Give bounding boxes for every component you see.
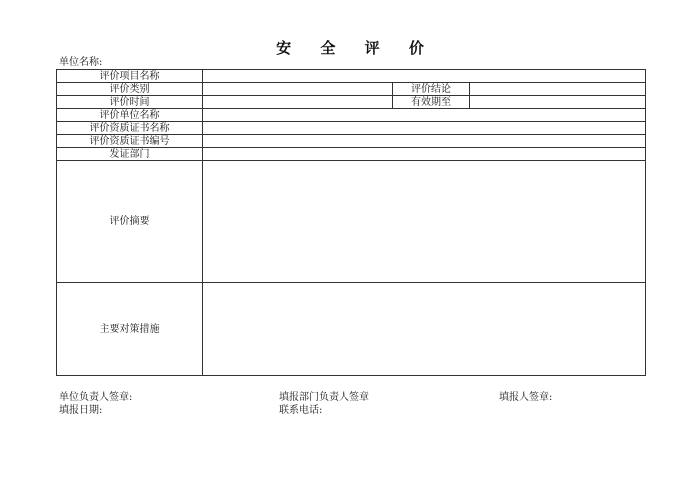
measures-field[interactable] xyxy=(203,283,646,376)
row-measures xyxy=(57,283,646,376)
unit-name-label: 单位名称: xyxy=(59,57,103,68)
cert-no-label: 评价资质证书编号 xyxy=(57,135,203,148)
measures-label: 主要对策措施 xyxy=(57,283,203,376)
project-name-label: 评价项目名称 xyxy=(57,70,203,83)
row-category xyxy=(57,83,646,96)
cert-name-field[interactable] xyxy=(203,122,646,135)
valid-until-label: 有效期至 xyxy=(393,96,470,109)
row-cert-no xyxy=(57,135,646,148)
row-cert-name xyxy=(57,122,646,135)
category-field[interactable] xyxy=(203,83,393,96)
dept-head-sign-label: 填报部门负责人签章 xyxy=(279,392,369,403)
page-title: 安 全 评 价 xyxy=(276,39,436,57)
summary-field[interactable] xyxy=(203,161,646,283)
category-label: 评价类别 xyxy=(57,83,203,96)
unit-head-sign-label: 单位负责人签章: xyxy=(59,392,133,403)
issuer-field[interactable] xyxy=(203,148,646,161)
issuer-label: 发证部门 xyxy=(57,148,203,161)
cert-name-label: 评价资质证书名称 xyxy=(57,122,203,135)
row-org-name xyxy=(57,109,646,122)
cert-no-field[interactable] xyxy=(203,135,646,148)
row-issuer xyxy=(57,148,646,161)
time-label: 评价时间 xyxy=(57,96,203,109)
time-field[interactable] xyxy=(203,96,393,109)
fill-date-label: 填报日期: xyxy=(59,405,103,416)
row-project-name xyxy=(57,70,646,83)
org-name-label: 评价单位名称 xyxy=(57,109,203,122)
conclusion-field[interactable] xyxy=(470,83,646,96)
filler-sign-label: 填报人签章: xyxy=(499,392,553,403)
row-time xyxy=(57,96,646,109)
row-summary xyxy=(57,161,646,283)
conclusion-label: 评价结论 xyxy=(393,83,470,96)
phone-label: 联系电话: xyxy=(279,405,323,416)
valid-until-field[interactable] xyxy=(470,96,646,109)
safety-evaluation-form xyxy=(56,69,646,376)
project-name-field[interactable] xyxy=(203,70,646,83)
org-name-field[interactable] xyxy=(203,109,646,122)
summary-label: 评价摘要 xyxy=(57,161,203,283)
